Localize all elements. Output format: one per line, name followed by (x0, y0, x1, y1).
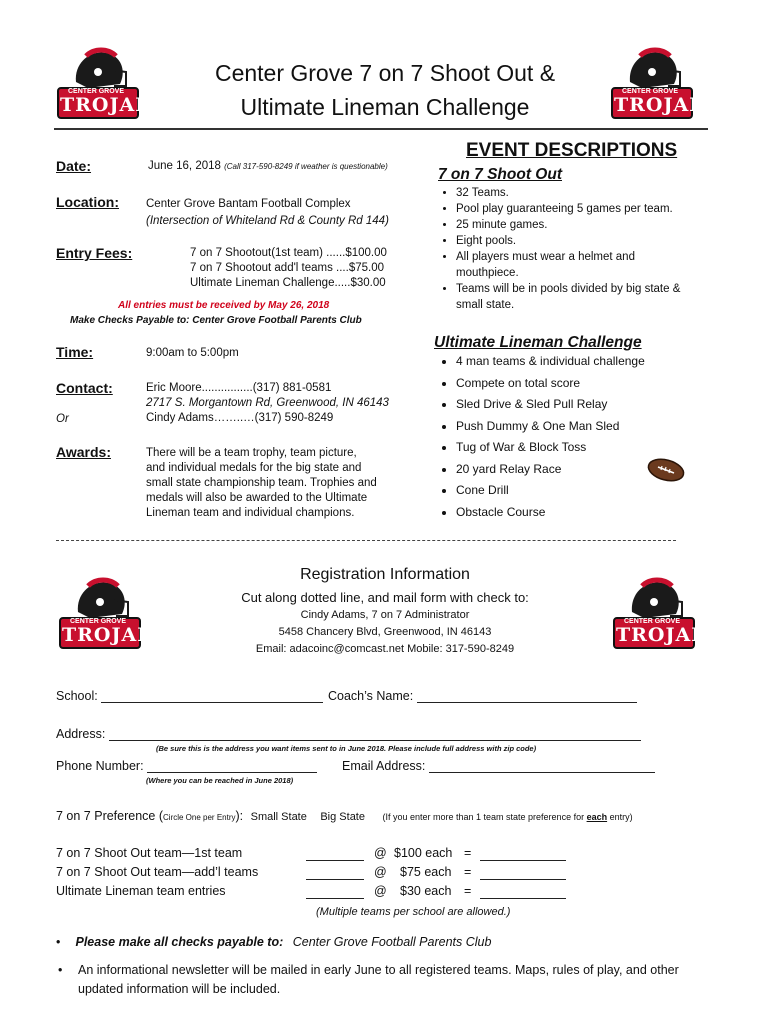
logo-caption: CENTER GROVE (68, 88, 125, 95)
list-item: • Eight pools. (456, 233, 710, 249)
address-label: Address: (56, 727, 106, 741)
awards-text (146, 446, 377, 521)
address-field[interactable] (56, 726, 641, 741)
preference-hint: Circle One per Entry (163, 813, 236, 822)
fee-line-2: 7 on 7 Shootout add'l teams ....$75.00 (190, 262, 385, 274)
list-item: • 4 man teams & individual challenge (456, 351, 710, 373)
fee-row-at: @ (374, 884, 387, 898)
location-label: Location: (56, 194, 119, 210)
contact-details (146, 381, 389, 426)
fee-row-price: $75 each (400, 865, 452, 879)
phone-field[interactable] (56, 758, 317, 773)
preference-close: ): (235, 809, 244, 823)
awards-line: small state championship team. Trophies and (146, 477, 377, 489)
fee-row-eq: = (464, 884, 472, 898)
trojans-logo-reg-right (610, 572, 725, 650)
contact-line-2: 2717 S. Morgantown Rd, Greenwood, IN 46143 (146, 397, 389, 409)
lineman-title: Ultimate Lineman Challenge (434, 334, 642, 351)
logo-caption: CENTER GROVE (622, 88, 679, 95)
list-item: • Push Dummy & One Man Sled (456, 416, 710, 438)
list-item: • All players must wear a helmet and mouthpiece. (456, 249, 710, 281)
logo-wordmark: TROJANS (616, 624, 725, 646)
fee-row-price: $30 each (400, 884, 452, 898)
phone-label: Phone Number: (56, 759, 144, 773)
list-item: • Cone Drill (456, 480, 710, 502)
fee-row-price: $100 each (394, 846, 453, 860)
coach-field[interactable] (328, 688, 637, 703)
fee-row (56, 865, 576, 883)
fee-row (56, 884, 576, 902)
fee-row-label: Ultimate Lineman team entries (56, 884, 226, 898)
preference-note (382, 812, 632, 822)
school-field[interactable] (56, 688, 323, 703)
deadline-note: All entries must be received by May 26, 2018 (118, 300, 330, 311)
preference-note-a: (If you enter more than 1 team state preference for (382, 812, 587, 822)
logo-caption: CENTER GROVE (70, 618, 127, 625)
list-item: • Sled Drive & Sled Pull Relay (456, 394, 710, 416)
trojans-logo-top-right (608, 42, 723, 120)
entry-fees-label: Entry Fees: (56, 245, 133, 261)
football-icon (646, 456, 686, 489)
shootout-title: 7 on 7 Shoot Out (438, 166, 562, 183)
location-line-1: Center Grove Bantam Football Complex (146, 198, 351, 210)
registration-admin: Cindy Adams, 7 on 7 Administrator (300, 609, 470, 621)
fee-row-eq: = (464, 846, 472, 860)
option-big-state[interactable]: Big State (320, 811, 365, 823)
date-value (148, 160, 388, 172)
fee-row-qty-input[interactable] (306, 884, 364, 899)
lineman-list (434, 351, 710, 523)
fee-row-qty-input[interactable] (306, 865, 364, 880)
contact-label: Contact: (56, 380, 113, 396)
page-title (150, 56, 620, 124)
list-item: • Tug of War & Block Toss (456, 437, 710, 459)
fee-row-label: 7 on 7 Shoot Out team—add’l teams (56, 865, 259, 879)
contact-or: Or (56, 413, 69, 425)
title-line-2: Ultimate Lineman Challenge (240, 94, 530, 120)
awards-line: There will be a team trophy, team picture, (146, 447, 357, 459)
school-label: School: (56, 689, 98, 703)
newsletter-bullet-icon: • (58, 963, 63, 977)
logo-caption: CENTER GROVE (624, 618, 681, 625)
awards-line: medals will also be awarded to the Ultimate (146, 492, 368, 504)
email-label: Email Address: (342, 759, 426, 773)
list-item: • Compete on total score (456, 373, 710, 395)
time-value: 9:00am to 5:00pm (146, 347, 239, 359)
fee-row-at: @ (374, 846, 387, 860)
registration-email: Email: adacoinc@comcast.net Mobile: 317-590-8249 (255, 643, 515, 655)
preference-note-b: entry) (607, 812, 633, 822)
address-input[interactable] (109, 726, 641, 741)
logo-wordmark: TROJANS (614, 94, 723, 116)
fee-row-total-input[interactable] (480, 865, 566, 880)
fee-row-eq: = (464, 865, 472, 879)
contact-line-3: Cindy Adams……..…(317) 590-8249 (146, 412, 334, 424)
date-note: (Call 317-590-8249 if weather is questionable) (224, 162, 388, 171)
pay-bullet-icon: • (56, 935, 61, 949)
multiple-teams-note: (Multiple teams per school are allowed.) (316, 906, 511, 918)
fee-row-at: @ (374, 865, 387, 879)
newsletter-text: An informational newsletter will be mailed in early June to all registered teams. Maps, rules of play, and other updated information will be included. (78, 963, 679, 996)
entry-fees-list (190, 246, 387, 291)
coach-label: Coach’s Name: (328, 689, 414, 703)
trojans-logo-reg-left (56, 572, 171, 650)
fee-row-label: 7 on 7 Shoot Out team—1st team (56, 846, 243, 860)
fee-row (56, 846, 576, 864)
option-small-state[interactable]: Small State (250, 811, 307, 823)
list-item: • Obstacle Course (456, 502, 710, 524)
coach-input[interactable] (417, 688, 637, 703)
awards-line: and individual medals for the big state and (146, 462, 362, 474)
newsletter-note (56, 961, 706, 999)
phone-note: (Where you can be reached in June 2018) (146, 776, 294, 785)
date-text: June 16, 2018 (148, 160, 221, 172)
location-value (146, 196, 389, 230)
list-item: • 32 Teams. (456, 185, 710, 201)
fee-row-qty-input[interactable] (306, 846, 364, 861)
registration-instruction: Cut along dotted line, and mail form with check to: (241, 590, 529, 605)
registration-title: Registration Information (300, 566, 470, 583)
fee-line-3: Ultimate Lineman Challenge.....$30.00 (190, 277, 386, 289)
pay-value: Center Grove Football Parents Club (292, 935, 492, 949)
email-input[interactable] (429, 758, 655, 773)
time-label: Time: (56, 344, 94, 360)
title-line-1: Center Grove 7 on 7 Shoot Out & (214, 60, 556, 86)
header-divider (54, 128, 708, 130)
fee-line-1: 7 on 7 Shootout(1st team) ......$100.00 (190, 247, 387, 259)
registration-address: 5458 Chancery Blvd, Greenwood, IN 46143 (278, 626, 492, 638)
awards-line: Lineman team and individual champions. (146, 507, 355, 519)
checks-payable-note: Make Checks Payable to: Center Grove Football Parents Club (70, 315, 362, 326)
cut-line (56, 540, 676, 541)
preference-label: 7 on 7 Preference ( (56, 809, 164, 823)
logo-wordmark: TROJANS (62, 624, 171, 646)
preference-row (56, 809, 633, 823)
email-field[interactable] (342, 758, 655, 773)
preference-note-each: each (586, 812, 608, 822)
fee-row-total-input[interactable] (480, 884, 566, 899)
event-descriptions-heading: EVENT DESCRIPTIONS (466, 140, 678, 161)
phone-input[interactable] (147, 758, 317, 773)
pay-note (56, 935, 491, 949)
list-item: • Pool play guaranteeing 5 games per team. (456, 201, 710, 217)
fee-row-total-input[interactable] (480, 846, 566, 861)
awards-label: Awards: (56, 444, 111, 460)
list-item: • 25 minute games. (456, 217, 710, 233)
logo-wordmark: TROJANS (60, 94, 169, 116)
contact-line-1: Eric Moore................(317) 881-0581 (146, 382, 332, 394)
school-input[interactable] (101, 688, 323, 703)
location-line-2: (Intersection of Whiteland Rd & County Rd 144) (146, 215, 389, 227)
list-item: • 20 yard Relay Race (456, 459, 710, 481)
address-note: (Be sure this is the address you want items sent to in June 2018. Please include full address with zip code) (156, 744, 537, 753)
trojans-logo-top-left (54, 42, 169, 120)
pay-label: Please make all checks payable to: (75, 935, 284, 949)
date-label: Date: (56, 158, 92, 174)
shootout-list (434, 185, 710, 313)
list-item: • Teams will be in pools divided by big state & small state. (456, 281, 710, 313)
